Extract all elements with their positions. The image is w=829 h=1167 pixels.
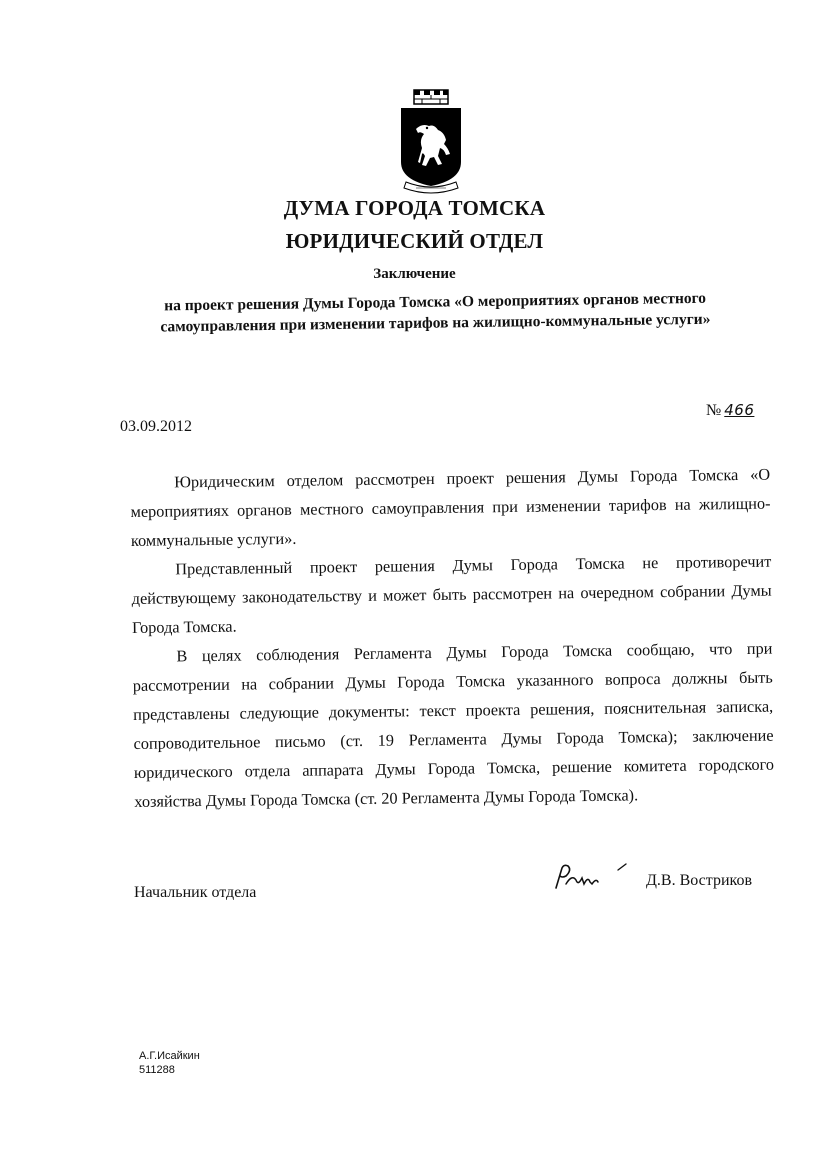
tomsk-coat-of-arms-icon: [396, 88, 466, 194]
department-title: ЮРИДИЧЕСКИЙ ОТДЕЛ: [285, 229, 544, 253]
document-type: Заключение: [373, 266, 456, 282]
executor-name: А.Г.Исайкин: [139, 1050, 200, 1062]
number-prefix: №: [706, 402, 722, 419]
document-number: [706, 401, 754, 420]
handwritten-signature: [548, 858, 638, 898]
document-date: 03.09.2012: [120, 418, 192, 435]
signatory-position: Начальник отдела: [134, 884, 257, 901]
executor-block: [139, 1049, 200, 1077]
document-body: [130, 460, 775, 816]
number-value: 466: [724, 401, 755, 419]
body-paragraph-3: В целях соблюдения Регламента Думы Города Томска сообщаю, что при рассмотрении на собрании Думы Города Томска указанного вопроса должны быть представлены следующие документы: текст проекта решения, пояснительная записка, сопроводительное письмо (ст. 19 Регламента Думы Города Томска); заключение юридического отдела аппарата Думы Города Томска, решение комитета городского хозяйства Думы Города Томска (ст. 20 Регламента Думы Города Томска).: [132, 638, 775, 811]
body-paragraph-2: Представленный проект решения Думы Города Томска не противоречит действующему законодательству и может быть рассмотрен на очередном собрании Думы Города Томска.: [131, 551, 772, 637]
signatory-name: Д.В. Востриков: [646, 872, 753, 889]
organization-title: ДУМА ГОРОДА ТОМСКА: [283, 196, 546, 220]
executor-phone: 511288: [139, 1064, 175, 1076]
document-subject: на проект решения Думы Города Томска «О мероприятиях органов местного самоуправления при изменении тарифов на жилищно-коммунальные услуги»: [160, 289, 711, 336]
body-paragraph-1: Юридическим отделом рассмотрен проект решения Думы Города Томска «О мероприятиях органов местного самоуправления при изменении тарифов на жилищно-коммунальные услуги».: [130, 464, 771, 550]
